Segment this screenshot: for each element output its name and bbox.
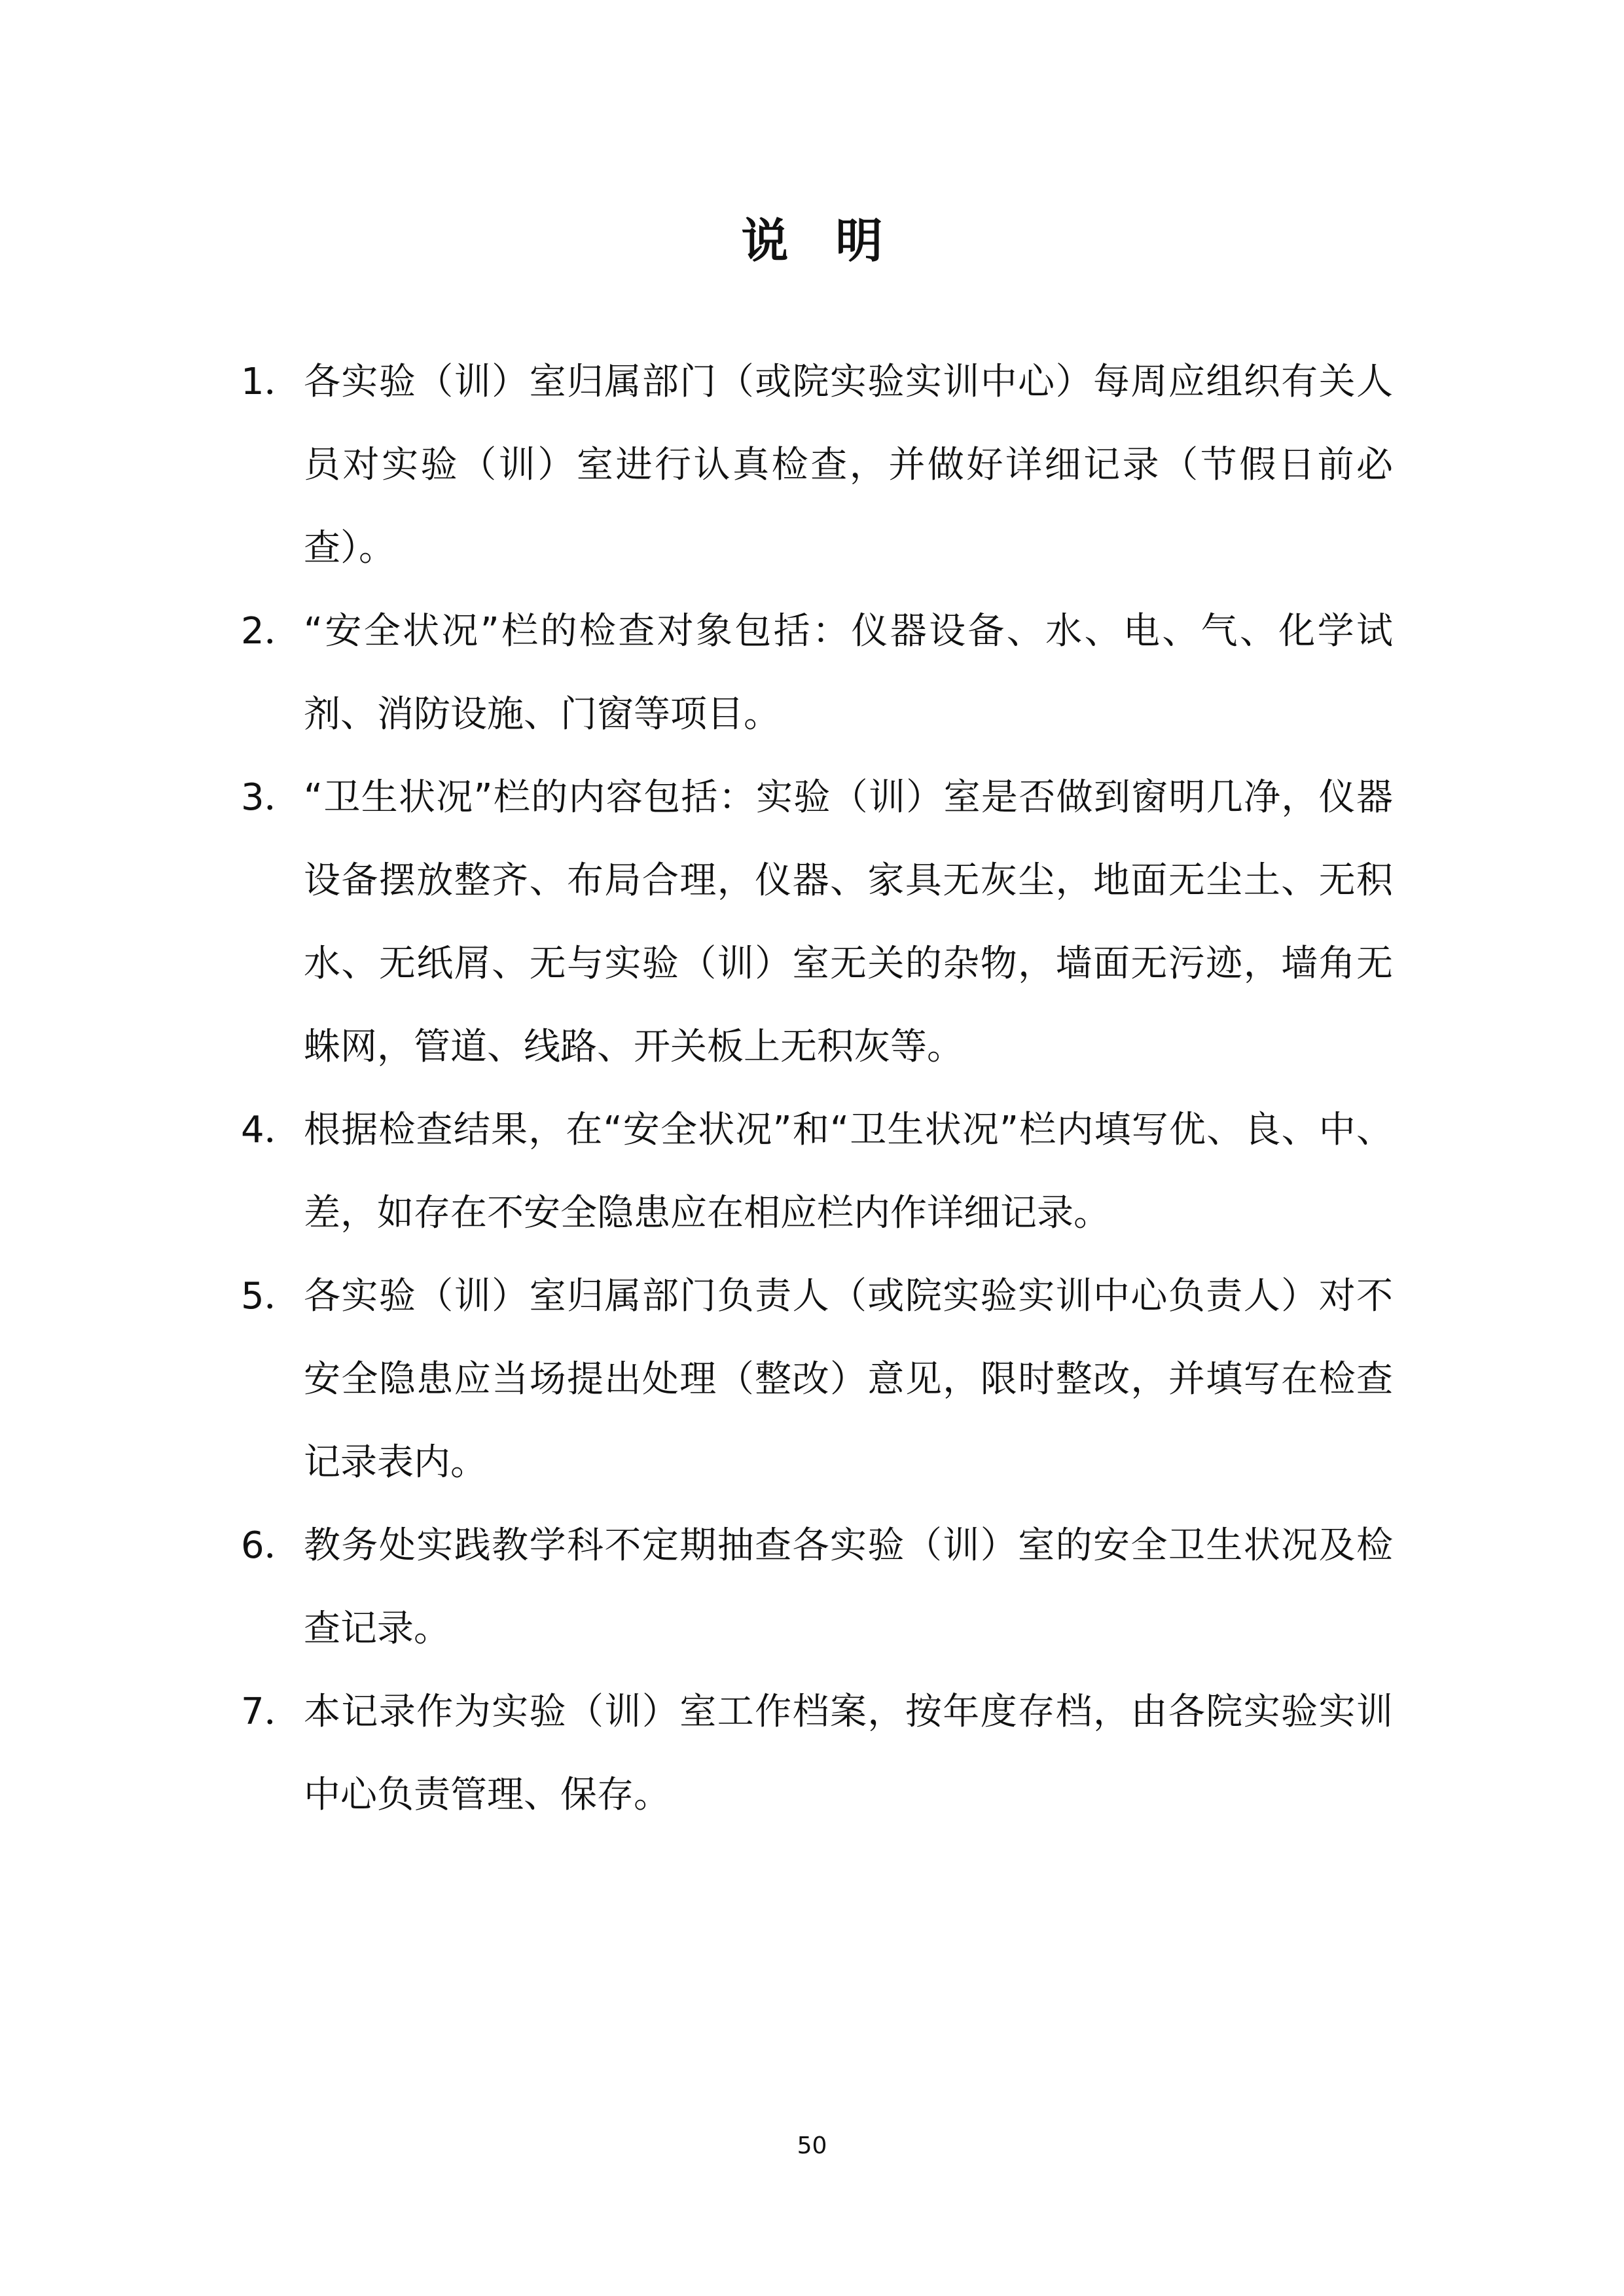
note-item: [241, 1088, 1393, 1255]
note-text: 根据检查结果，在“安全状况”和“卫生状况”栏内填写优、良、中、差，如存在不安全隐患应在相应栏内作详细记录。: [304, 1109, 1393, 1234]
note-text: “安全状况”栏的检查对象包括：仪器设备、水、电、气、化学试剂、消防设施、门窗等项目。: [304, 610, 1393, 736]
note-number: 1．: [241, 361, 301, 403]
note-text: 教务处实践教学科不定期抽查各实验（训）室的安全卫生状况及检查记录。: [304, 1524, 1393, 1650]
note-item: [241, 1504, 1393, 1670]
note-item: [241, 1255, 1393, 1504]
note-text: 各实验（训）室归属部门（或院实验实训中心）每周应组织有关人员对实验（训）室进行认真检查，并做好详细记录（节假日前必查）。: [304, 361, 1393, 569]
page-title: 说 明: [741, 213, 883, 268]
note-number: 3．: [241, 776, 301, 819]
note-text: 本记录作为实验（训）室工作档案，按年度存档，由各院实验实训中心负责管理、保存。: [304, 1691, 1393, 1816]
note-number: 6．: [241, 1524, 301, 1567]
note-number: 7．: [241, 1691, 301, 1733]
note-number: 5．: [241, 1275, 301, 1318]
note-text: “卫生状况”栏的内容包括：实验（训）室是否做到窗明几净，仪器设备摆放整齐、布局合理，仪器、家具无灰尘，地面无尘土、无积水、无纸屑、无与实验（训）室无关的杂物，墙面无污迹，墙角无蛛网，管道、线路、开关板上无积灰等。: [304, 776, 1393, 1068]
note-item: [241, 1670, 1393, 1837]
note-number: 4．: [241, 1109, 301, 1151]
note-text: 各实验（训）室归属部门负责人（或院实验实训中心负责人）对不安全隐患应当场提出处理（整改）意见，限时整改，并填写在检查记录表内。: [304, 1275, 1393, 1484]
note-item: [241, 340, 1393, 590]
page-number: 50: [797, 2132, 827, 2159]
note-number: 2．: [241, 610, 301, 653]
note-item: [241, 756, 1393, 1088]
note-item: [241, 590, 1393, 756]
notes-list: [241, 340, 1393, 1837]
